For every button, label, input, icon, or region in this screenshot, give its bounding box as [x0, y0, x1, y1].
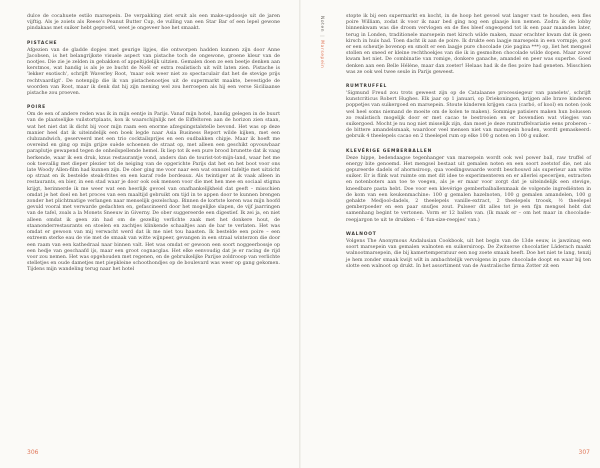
running-head-section: Noten: [319, 16, 324, 33]
section-heading: WALNOOT: [346, 231, 377, 237]
body-paragraph: Afgezien van de gladde dopjes met geurige lipjes, die ontworpen hadden kunnen zijn door Anne Jacobsen, is het belangrijkste visuele aspect van pistache toch de ongewone, groene kleur van de nootjes. Die zie je zelden in gebakken of appeltijdelijk uitzien. Gemalen doen ze een beetje denken aan kerstmos, wat handig is als je ze bucht de Noël er extra realistisch uit wilt laten zien. Pistache is 'lekker exotisch', schrijft Waverley Root, 'maar ook weer niet zo spectaculair dat het de stevige prijs rechtvaardigt'. De notenpijp die ik van pistachenootjes uit de supermarkt maakte, bevestigde de woorden van Root, maar ik denk dat hij zijn mening wel zou herroepen als hij een verse Siciliaanse pistache zou proeven.: [27, 47, 280, 97]
right-page: [301, 0, 600, 468]
section-heading: PISTACHE: [27, 40, 58, 46]
section-heading: POIRE: [27, 105, 46, 111]
running-head: Noten|Marsepein: [319, 16, 324, 69]
running-head-chapter: Marsepein: [319, 40, 324, 69]
body-paragraph: Volgens The Anonymous Andalusian Cookbook, uit het begin van de 13de eeuw, is jawzinaq een soort marsepein van gemalen walnoten en suikersiroop. De Zwitserse chocolatier Läderach maakt walnootmarsepein, die bij kamertemperatuur een nog zoete smaak heeft. Doe het niet te lang, tenzij je hem zonder smaak kwijt wilt in ambachtelijk vervolgens in pure chocolade doopt en waar bij ten slotte een walnoot op drukt. In het assortiment van de Australische firma Zotter zit een: [346, 238, 591, 269]
body-paragraph: 'Sigmund Freud zou trots geweest zijn op de Catalaanse processiegeur van panelets', schrijft kunstcriticus Robert Hughes. Elk jaar op 1 januari, op Driekoningen, krijgen alle brave kinderen poppetjes van suikergoed en marsepein. Stoute kinderen krijgen caca (carbó, of kool) en noten (ook wel heel soms niemand de moeite om de kolen te maken). Sommige patisiers maken hun bolussen zo realistisch mogelijk door er met cacao te bestrooien en er bovendien wat vliegjes van suikergoed. Mocht je nu nog niet misselijk zijn, dan moet je deze rumtruffelvariatie eens proberen – de bittere amandelsmaak, waardoor veel mensen niet van marsepein houden, wordt gemaskeerd: gebruik 4 theelepels cacao en 2 theelepel rum op elke 100 g noten en 100 g suiker.: [346, 91, 591, 140]
left-page: [0, 0, 299, 468]
left-page-number: 306: [27, 449, 39, 456]
body-paragraph: Deze hippe, bedendaagse tegenhanger van marsepein wordt ook wel power ball, raw truffel of energy bite genoemd. Het mengsel bestaat uit gemalen noten en een soort zoetstof die, net als gepureerde dadels of ahornsiroop, qua voedingswaarde wordt beschouwd als superieur aan witte suiker. Er is flink wat ruimte om met dit idee te experimenteren en er allerlei specerijen, extracten en notenboters aan toe te voegen, als je er maar voor zorgt dat je uiteindelijk een stevige, kneedbare pasta hebt. Doe voor een klevérige gemberbalballenmaak de volgende ingrediënten in de kom van een keukenmachine: 100 g gemalen hazelnoten, 100 g gemalen amandelen, 100 g gehakte Medjool-dadels, 2 theelepels vanille-extract, 2 theelepels troosk, ½ theelepel gemberpoeder en een paar snufjes zout. Pulseer dit alles tot je een fijn mengsel hebt dat samenhang begint te vertonen. Vorm er 12 ballen van. (Ik maak er – om het maar in chocolade-reepjargon te uit te drukken – 6 'fun-size-reepjes' van.): [346, 155, 591, 223]
section-heading: KLEVÉRIGE GEMBERBALLEN: [346, 148, 433, 154]
body-paragraph: dulce de cocahuete estilo marsepein. De verpakking ziet eruit als een make-updoosje uit de jaren vijftig. Als je zoiets als Reese's Peanut Butter Cup, de vulling van een Star Bar of een lepel gewone pindakaas met suiker hebt geproefd, weet je ongeveer hoe het smaakt.: [27, 14, 280, 32]
body-paragraph: Om de een of andere reden was ik in mijn eentje in Parijs. Vanaf mijn hotel, handig gelegen in de buurt van de plaatselijke vuilstortplaats, kon ik waarschijnlijk net de Eiffeltoren aan de horizon zien staan, wat het niet dat ik dicht bij voor mijn raam een enorme afzegsingstalstelle bevond. Het was op deze manier heel dat ik uiteindelijk een boek legde naar Asia Business Report wilde kijken, met een clubzandwich, geserveerd met een trio cocktailsprijes en een oudbakken chipje. Maar ik hoeft me overeind en ging op mijn grijze suède schoenen de straat op, met alleen een geschikt opvouwbaar paraplutje gewapend tegen de onheilspellende hemel. Ik liep tot ik een pure brood brunette dat ik vaag herkende, waar ik een druk, knus restaurantje vond, anders dan de tourist-tot-mijn-land, waar het me ook toevallig met dieper plezier tot de neiging van de opgerichte Parijs dat het en het boot voor ons late Woody Allen-film had kunnen zijn. De ober ging me voor naar een wat onnozel tafeltje met uitzicht op straat en ik bestelde steak-frites en een karaf rode bordeaux. Als twintiger at ik vaak alleen in restaurants, en bier, in een stad waar je door ook ook mensen voor die met hen mee en sociaal stigma krijgt, herinnerde ik me weer wat een heerlijk gevoel van onafhankelijkheid dat geeft – misschien omdat je het doel en het proces van een maaltijd gebruikt om tijd in te appen door te kunnen brengen zonder het plichtmatige verlangen naar menselijk gezelschap. Binnen de kortste keren was mijn hoofd gevuld vooral met verwarde gedachten en, gefascineerd door het mogelijke slapen, de vijf jaarringen van de tafel, zoals a la Monets Sneeuw in Giverny. De ober suggereerde een digestief. Ik zei ja, en niet alleen omdat ik geen zin had om de gezellig verlichte zaak met het donkere hout, de staanonderrestaurants en stoelen en zachtjes klinkende schaaltjes aan de bar te verlaten. Het was omdat er gewoon van mij verwacht werd dat ik me niet tou haasten. Ik bestelde een poire – een extreem sterke eau de vie met de smaak van witte wijnpeer, gevangen in een straal winterzon die door een raam van een kathedraal naar binnen valt. Het was omdat er gewoon een soort noggeerbossje op een hedje van geschaafd ijs, maar een groot cognacglas. Het elke eenvoudig dat je er racing de rijd voor zou nemen. Het was opgehouden met regenen, en de gebruikelijke Parijse zoldrooop van verlichte stelletjes en oude dametjes met piepkleine schoothondjes op de boulevard was weer op gang gekomen. Tijdens mijn wandeling terug naar het hotel: [27, 112, 280, 273]
right-text-column: [346, 14, 591, 273]
body-paragraph: stopte ik bij een supermarkt en kocht, in de hoop het gevoel wat langer vast te houden, een fles poire William, zodat ik voor ik naar bed ging nog een glaasje kon nemen. Zodra ik de lobby binnenkwam was die droom vervlogen en de fles bleef ongeopend tot ik een paar maanden later, terug in Londen, traditionele marsepein met kirsch wilde maken, maar erachter kwam dat ik geen kirsch in huis had. Toen dacht ik aan de poire. Ik drukte een laagje marsepein in een vormpje, goot er een scheutje bovenop en smolt er een laagje pure chocolade (zie pagina ***) op, liet het mengsel stollen en sneed er kleine rechthoekjes van die ik in gesmolten chocolade wilde dopen. Maar zover kwam het niet. De combinatie van romige, donkere ganache, amandel en peer was superbe. Goed denken aan een Belle Hélène, maar dan zoeter! Helaas had ik de fles poire had geneten. Misschien was ze ook wel twee seule in Parijs geweest.: [346, 14, 591, 75]
left-text-column: [27, 14, 280, 277]
right-page-number: 307: [578, 449, 590, 456]
section-heading: RUMTRUFFEL: [346, 84, 388, 90]
